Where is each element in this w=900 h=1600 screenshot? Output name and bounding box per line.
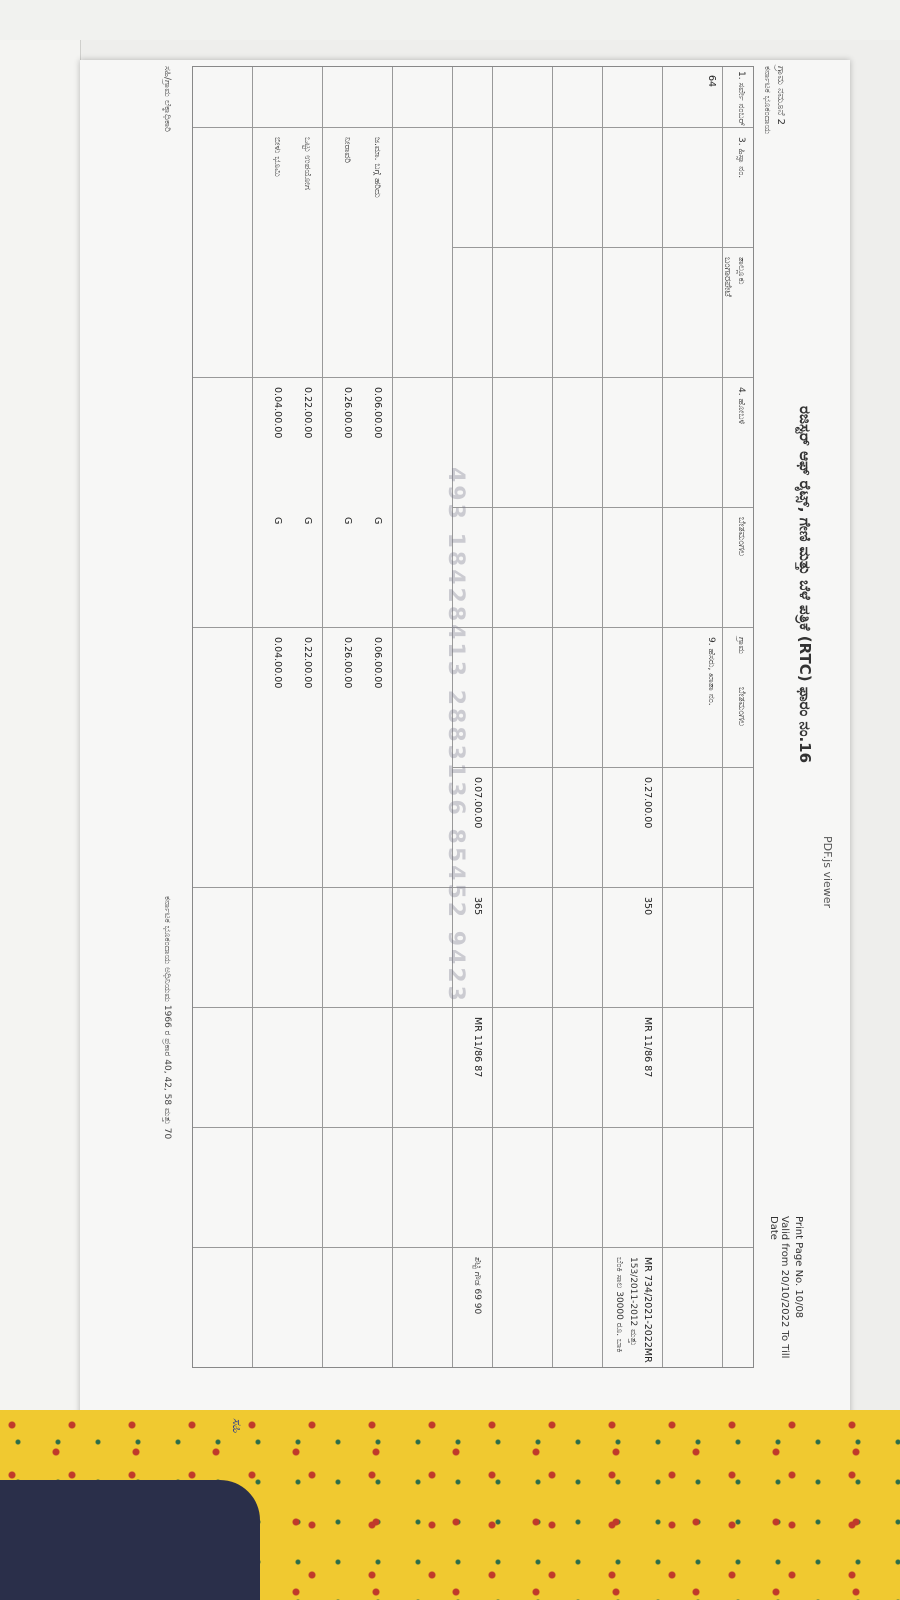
khata-value: 350 xyxy=(642,897,653,916)
rtc-document xyxy=(80,60,850,1420)
mr-entry: MR 11/86 87 xyxy=(472,1017,483,1078)
village-label: ಗ್ರಾಮ xyxy=(736,637,746,655)
hissa-label: 3. ಹಿಸ್ಸಾ ನಂ. xyxy=(736,137,746,179)
extent-value: 0.27.00.00 xyxy=(642,777,653,829)
row-value: 0.22.00.00 xyxy=(302,387,313,439)
print-page-number: Print Page No. 10/08 xyxy=(793,1216,804,1319)
farmer-id: ಶೆಟ್ಟಿ ಗೌಡ 69 90 xyxy=(472,1257,482,1315)
taluk-label: ತಾಲ್ಲೂಕು xyxy=(736,257,746,285)
row-amount: 0.06.00.00 xyxy=(372,637,383,689)
row-amount: 0.04.00.00 xyxy=(272,637,283,689)
survey-value: 64 xyxy=(706,75,717,88)
footer-right: ಕರ್ನಾಟಕ ಭೂಕಂದಾಯ ಅಧಿನಿಯಮ 1966 ರ ಪ್ರಕಾರ 40, 42, 58 ಮತ್ತು 70 xyxy=(162,896,172,1140)
hobli-value: ಬೇತಮಂಗಲ xyxy=(736,517,747,557)
row-label: ನೀರಾವರಿ xyxy=(342,137,352,164)
rtc-table xyxy=(192,66,754,1368)
form-subtitle: ಕರ್ನಾಟಕ ಭೂಕಂದಾಯ xyxy=(762,66,772,135)
handwritten-mark: ಸಹಿ xyxy=(230,1418,244,1433)
survey-label: 1. ಸರ್ವೇ ನಂಬರ್ xyxy=(736,71,746,127)
watermark-number: 493 18428413 2883136 85452 9423 xyxy=(443,467,468,1004)
row-amount: 0.22.00.00 xyxy=(302,637,313,689)
bank-note: ಬೆಂಕಿ ಸಾಲ 30000 ರೂ. ಬಾಕಿ xyxy=(614,1257,624,1353)
footer-left: ಸಹಿ/ಗ್ರಾಮ ಲೆಕ್ಕಾಧಿಕಾರಿ xyxy=(162,66,172,132)
row-code: G xyxy=(342,517,353,525)
extent-label: 9. ಹೆಸರು, ಖಾತಾ ನಂ. xyxy=(706,637,716,706)
row-code: G xyxy=(302,517,313,525)
row-label: ಬೀಳು ಭೂಮಿ xyxy=(272,137,282,177)
paper-edge xyxy=(0,40,81,1560)
village-value: ಬೇತಮಂಗಲ xyxy=(736,687,747,727)
row-code: G xyxy=(272,517,283,525)
document-title: ರಜಿಸ್ಟರ್ ಆಫ್ ರೈಟ್ಸ್, ಗೇಣಿ ಮತ್ತು ಬೆಳೆ ಪತ್ರಿಕೆ (RTC) ಫಾರಂ ನಂ.16 xyxy=(796,406,814,764)
days-value: 365 xyxy=(472,897,483,916)
extent-total: 0.07.00.00 xyxy=(472,777,483,829)
row-label: ಒಟ್ಟು ಉಪಯೋಗ xyxy=(302,137,312,190)
validity-range: Valid from 20/10/2022 To Till Date xyxy=(768,1216,790,1359)
taluk-value: ಬಂಗಾರಪೇಟೆ xyxy=(722,257,733,297)
dark-fabric xyxy=(0,1480,260,1600)
row-value: 0.04.00.00 xyxy=(272,387,283,439)
document-content-rotated xyxy=(84,66,844,1366)
row-label: ಜ.ಮಾ. ಬಗ್ಗೆ ಹರಿದು xyxy=(372,137,382,198)
right-mr: MR 734/2021-2022MR xyxy=(642,1257,653,1363)
hobli-label: 4. ಹೋಬಳಿ xyxy=(736,387,746,425)
viewer-title: PDF.js viewer xyxy=(821,836,834,909)
row-value: 0.26.00.00 xyxy=(342,387,353,439)
mr-value: MR 11/86 87 xyxy=(642,1017,653,1078)
form-number: ಗ್ರಾಮ ನಮೂನೆ 2 xyxy=(775,66,786,126)
row-value: 0.06.00.00 xyxy=(372,387,383,439)
row-amount: 0.26.00.00 xyxy=(342,637,353,689)
row-code: G xyxy=(372,517,383,525)
right-note: 153/2011-2012 ಮತ್ತು xyxy=(628,1257,638,1347)
